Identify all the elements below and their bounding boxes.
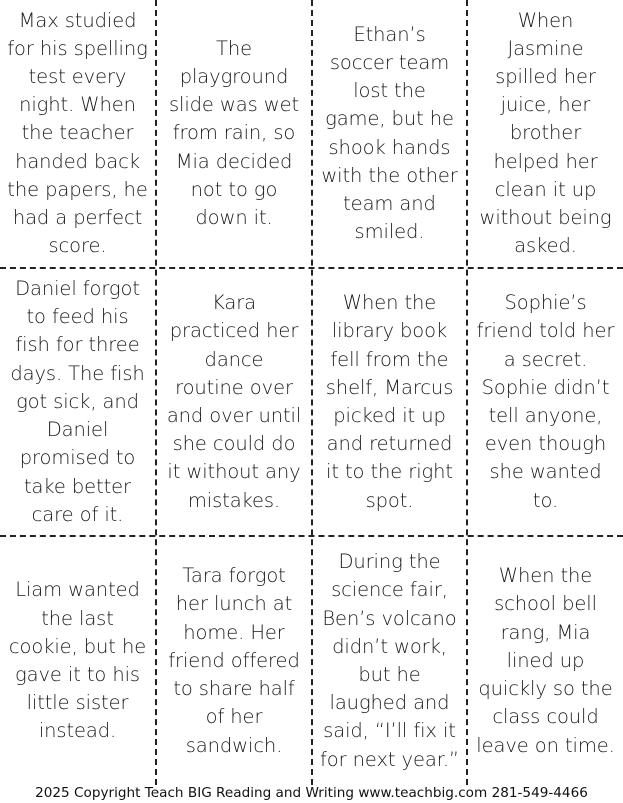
task-card-text: When the school bell rang, Mia lined up quickly so the class could leave on time.	[476, 564, 615, 757]
task-card	[0, 537, 155, 785]
task-card	[0, 0, 155, 267]
task-card-text: Daniel forgot to feed his fish for three days. The fish got sick, and Daniel promised to take better care of it.	[10, 277, 145, 526]
task-card	[157, 537, 311, 785]
task-card-text: Sophie’s friend told her a secret. Sophie didn’t tell anyone, even though she wanted to.	[476, 291, 615, 512]
task-card	[0, 269, 155, 535]
task-card-text: During the science fair, Ben’s volcano didn’t work, but he laughed and said, “I’ll fix it for next year.”	[320, 550, 459, 771]
task-card	[313, 537, 466, 785]
task-card-text: Kara practiced her dance routine over and over until she could do it without any mistakes.	[166, 291, 302, 512]
task-card-text: The playground slide was wet from rain, so Mia decided not to go down it.	[168, 36, 300, 229]
task-card	[468, 269, 623, 535]
task-card-text: Tara forgot her lunch at home. Her friend offered to share half of her sandwich.	[168, 564, 300, 757]
task-card-text: When Jasmine spilled her juice, her brother helped her clean it up without being asked.	[479, 8, 612, 258]
task-card	[157, 0, 311, 267]
task-card	[468, 537, 623, 785]
task-card-text: When the library book fell from the shelf, Marcus picked it up and returned it to the right spot.	[325, 291, 454, 512]
task-card-text: Ethan’s soccer team lost the game, but he shook hands with the other team and smiled.	[321, 22, 458, 244]
task-card	[157, 269, 311, 535]
task-card-text: Liam wanted the last cookie, but he gave it to his little sister instead.	[8, 578, 147, 743]
task-card-text: Max studied for his spelling test every night. When the teacher handed back the papers, he had a perfect score.	[7, 8, 148, 258]
task-card	[313, 269, 466, 535]
task-card	[313, 0, 466, 267]
copyright-footer: 2025 Copyright Teach BIG Reading and Writing www.teachbig.com 281-549-4466	[35, 785, 588, 801]
task-card	[468, 0, 623, 267]
